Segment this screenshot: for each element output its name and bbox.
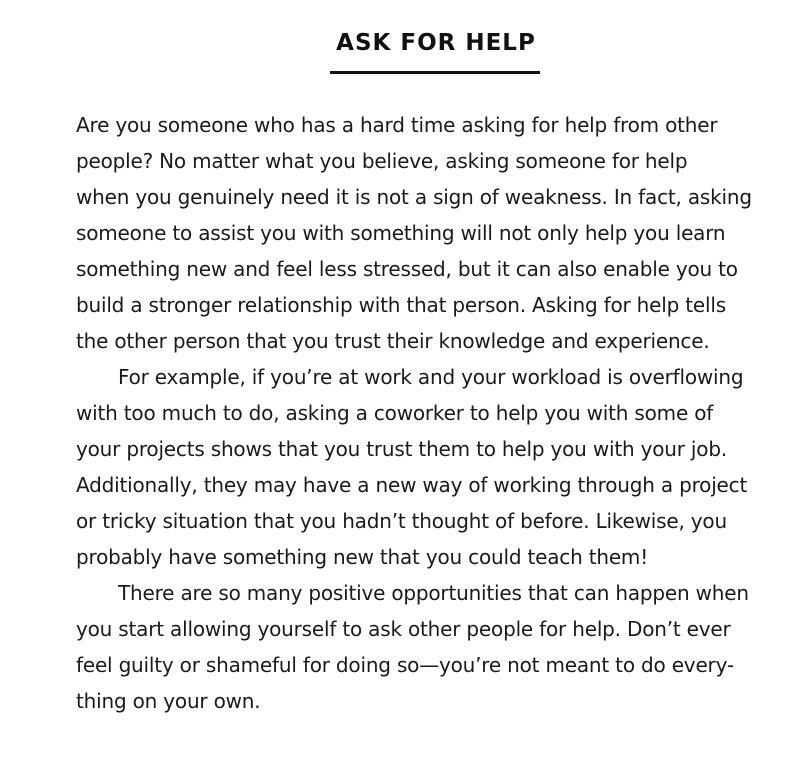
text-line: Additionally, they may have a new way of working through a project: [76, 473, 748, 497]
text-line: something new and feel less stressed, but it can also enable you to: [76, 257, 738, 281]
text-line: build a stronger relationship with that person. Asking for help tells: [76, 293, 726, 317]
text-line: thing on your own.: [76, 689, 261, 713]
text-line: with too much to do, asking a coworker to help you with some of: [76, 401, 714, 425]
paragraph-2: [76, 359, 776, 575]
text-line: the other person that you trust their knowledge and experience.: [76, 329, 710, 353]
text-line: someone to assist you with something will not only help you learn: [76, 221, 726, 245]
text-line: There are so many positive opportunities that can happen when: [118, 581, 749, 605]
text-line: when you genuinely need it is not a sign of weakness. In fact, asking: [76, 185, 752, 209]
text-line: probably have something new that you could teach them!: [76, 545, 649, 569]
body-text: [76, 107, 776, 719]
page-title: ASK FOR HELP: [336, 30, 536, 56]
paragraph-1: [76, 107, 776, 359]
title-underline: [330, 71, 540, 74]
paragraph-3: [76, 575, 776, 719]
text-line: For example, if you’re at work and your workload is overflowing: [118, 365, 744, 389]
text-line: or tricky situation that you hadn’t thought of before. Likewise, you: [76, 509, 727, 533]
text-line: people? No matter what you believe, asking someone for help: [76, 149, 688, 173]
text-line: feel guilty or shameful for doing so—you’re not meant to do every-: [76, 653, 734, 677]
text-line: you start allowing yourself to ask other people for help. Don’t ever: [76, 617, 731, 641]
text-line: Are you someone who has a hard time asking for help from other: [76, 113, 718, 137]
text-line: your projects shows that you trust them to help you with your job.: [76, 437, 727, 461]
